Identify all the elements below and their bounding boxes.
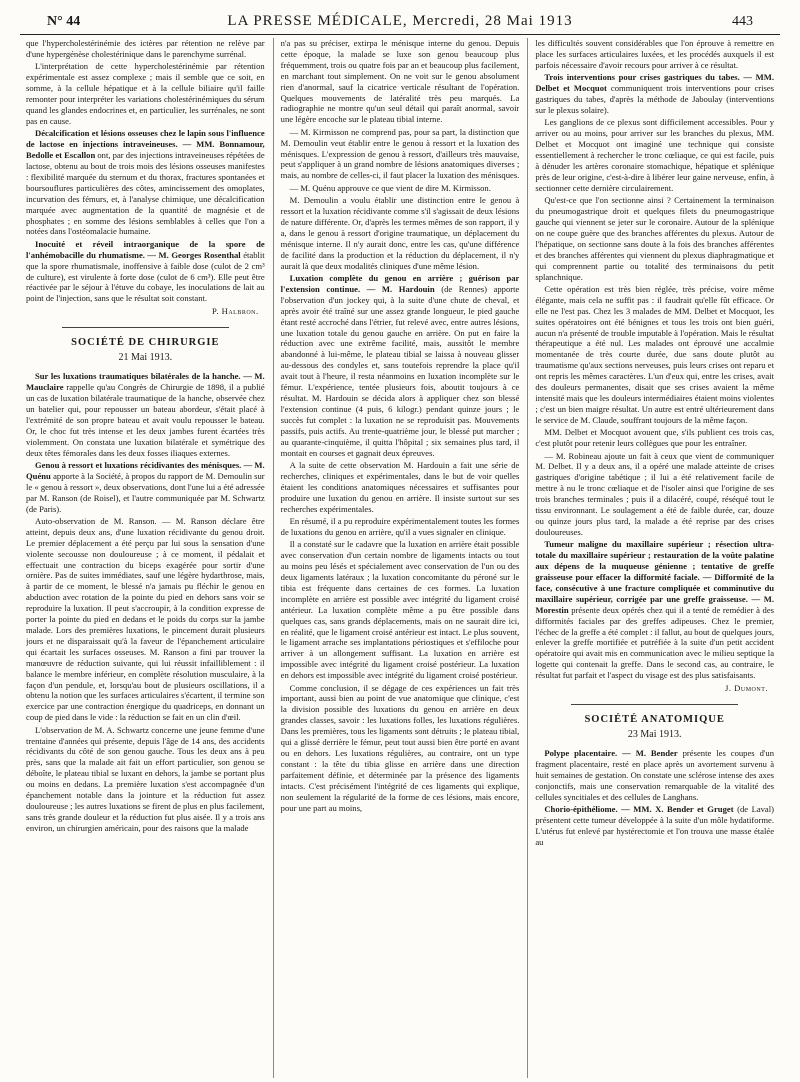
paragraph: Les ganglions de ce plexus sont difficilement accessibles. Pour y arriver ou au moins, pour arriver sur les branches du plexus, MM. Delbet et Mocquot ont imaginé une technique qui consiste essentiellement à rechercher le tronc cœliaque, ce qui est facile, puis à dénuder les artères coronaire stomachique, hépatique et splénique près de leur origine, c'est-à-dire à libérer leur gaine nerveuse, enfin, à sectionner cette dernière circulairement.	[535, 117, 775, 193]
society-date: 23 Mai 1913.	[627, 729, 682, 741]
section-heading: Luxation complète du genou en arrière ; guérison par l'extension continue. — M. Hardouin	[280, 273, 520, 294]
paragraph: n'a pas su préciser, extirpa le ménisque interne du genou. Depuis cette époque, la malade se luxe son genou beaucoup plus fréquemment, trois ou quatre fois par an et beaucoup plus facilement, en marchant tout simplement. On ne voit sur le genou absolument rien d'anormal, sauf la cicatrice verticale résultant de l'opération. Quelques mouvements de latéralité très peu marqués. La radiographie ne montre qu'un seul détail qui paraît anormal, savoir une légère encoche sur le plateau tibial interne.	[280, 38, 520, 125]
society-header	[535, 704, 774, 742]
paragraph-text: ont, par des injections intraveineuses répétées de lactose, obtenu au bout de trois mois des lésions osseuses manifestes : flexibilité marquée du sternum et du thorax, fractures spontanées et boursouflures particulières des côtes, amincissement des omoplates, incurvation des fémurs, et, à l'analyse chimique, une décalcification marquée avec augmentation de la quantité de magnésie et de phosphates ; en somme des lésions semblables à celles que l'on a notées dans l'ostéomalacie humaine.	[26, 150, 265, 237]
paragraph-text: présente les coupes d'un fragment placentaire, resté en place après un avortement survenu à huit semaines de gestation. On constate une sclérose intense des axes conjonctifs, mais une conservation remarquable de la vitalité des cellules syncitiales et des cellules de Langhans.	[535, 747, 775, 802]
paragraph: MM. Delbet et Mocquot avouent que, s'ils publient ces trois cas, c'est plutôt pour retenir leurs collègues que pour les entraîner.	[535, 427, 775, 449]
society-name: SOCIÉTÉ ANATOMIQUE	[584, 713, 725, 725]
paragraph: que l'hypercholestérinémie des ictères par rétention ne relève par d'une hypergénèse cholestérinique dans le parenchyme surrénal.	[26, 38, 265, 59]
divider	[62, 327, 229, 328]
paragraph: L'observation de M. A. Schwartz concerne une jeune femme d'une trentaine d'années qui présente, depuis l'âge de 14 ans, des accidents récidivants du côté de son genou gauche. Tous les deux ans à peu près, sans que la malade ait fait un effort particulier, son genou se déboîte, le plateau tibial se luxant en dehors, la jambe se portant plus ou moins en dedans. La première luxation s'est accompagnée d'un épanchement notable dans la jointure et la réduction fut assez douloureuse ; les autres luxations se firent de plus en plus facilement, sans très grande douleur et la réduction fut plus aisée. Il y a trois ans environ, un chirurgien américain, pour des raisons que la malade	[26, 724, 265, 833]
society-date: 21 Mai 1913.	[118, 352, 173, 364]
paragraph	[535, 539, 774, 681]
paragraph: — M. Robineau ajoute un fait à ceux que vient de communiquer M. Delbet. Il y a deux ans, il a opéré une malade atteinte de crises gastriques d'origine tabétique ; il lui a été relativement facile de mettre à nu le tronc cœliaque et de l'isoler ainsi que l'origine de ses trois branches terminales ; puis il a dilacéré, coupé, réséqué tout le tissu environnant. Le soulagement a été de faible durée, car, douze ou quinze jours plus tard, la malade a été reprise par des crises douloureuses.	[535, 450, 775, 537]
author-signature: P. Halbron.	[212, 306, 259, 317]
column-2	[273, 38, 520, 1078]
column-3	[527, 38, 774, 1078]
society-header	[26, 327, 265, 365]
paragraph-text: (de Laval) présentent cette tumeur développée à la suite d'un môle hydatiforme. L'utérus fut enlevé par hystérectomie et l'on trouva une masse étalée au	[535, 804, 775, 847]
issue-number: N° 44	[47, 14, 81, 29]
paragraph	[281, 273, 520, 458]
divider	[571, 704, 738, 705]
paragraph	[26, 128, 265, 237]
paragraph-text: établit que la spore rhumatismale, inoffensive à faible dose (culot de 2 cm³ de culture), est virulente à forte dose (culot de 6 cm³). Elle peut être réactivée par le séjour à l'étuve du cobaye, les inoculations de lait au point de l'injection, sans que le résultat soit constant.	[26, 249, 265, 304]
section-heading: Décalcification et lésions osseuses chez le lapin sous l'influence de lactose en injections intraveineuses. — MM. Bonnamour, Bedolle et Escallon	[26, 128, 265, 161]
section-heading: Sur les luxations traumatiques bilatérales de la hanche. — M. Mauclaire	[26, 371, 265, 393]
paragraph-text: communiquent trois interventions pour crises gastriques du tabes, d'après la méthode de Jaboulay (interventions sur le plexus solaire).	[535, 83, 775, 115]
paragraph	[535, 72, 774, 116]
section-heading: Inocuité et réveil intraorganique de la spore de l'anhémobacille du rhumatisme. — M. Georges Rosenthal	[26, 238, 265, 260]
section-heading: Chorio-épithéliome. — MM. X. Bender et Gruget	[544, 804, 734, 815]
page-number: 443	[732, 14, 753, 29]
paragraph: — M. Kirmisson ne comprend pas, pour sa part, la distinction que M. Demoulin veut établir entre le genou à ressort et la luxation des ménisques. L'expression de genou à ressort, d'ailleurs très mauvaise, peut s'appliquer à un grand nombre de lésions anatomiques diverses ; mais, au nombre de celles-ci, il faut placer la luxation des ménisques.	[280, 126, 520, 181]
section-heading: Polype placentaire. — M. Bender	[544, 747, 678, 758]
paragraph: Qu'est-ce que l'on sectionne ainsi ? Certainement la terminaison du pneumogastrique droit et quelques filets du pneumogastrique gauche qui viennent se jeter sur le coronaire. Autour de la splénique on ne coupe guère que des branches afférentes du plexus. Autour de l'hépatique, on sectionne sans doute à la fois des branches afférentes et des branches afférentes qui viennent du plexus diaphragmatique et qui comprennent partie ou totalité des terminaisons du petit splanchnique.	[535, 195, 775, 282]
paragraph: L'interprétation de cette hypercholestérinémie par rétention expérimentale est assez complexe ; mais il semble que ce soit, en somme, à la cellule hépatique et à la cellule biliaire qu'il faille remonter pour interpréter les variations cholestérinémiques du sérum quand les glandes endocrines et, en particulier, les surrénales, ne sont pas en cause.	[26, 61, 265, 126]
paragraph: les difficultés souvent considérables que l'on éprouve à remettre en place les surfaces articulaires luxées, et les procédés auxquels il est parfois nécessaire d'avoir recours pour arriver à ce résultat.	[535, 38, 775, 70]
paragraph	[535, 804, 774, 848]
journal-title: LA PRESSE MÉDICALE, Mercredi, 28 Mai 1913	[227, 13, 573, 29]
paragraph: — M. Quénu approuve ce que vient de dire M. Kirmisson.	[289, 182, 491, 193]
paragraph-text: apporte à la Société, à propos du rapport de M. Demoulin sur le « genou à ressort », deux observations, dont l'une lui a été adressée par M. Ranson (de Roisel), et l'autre communiquée par M. Schwartz (de Paris).	[26, 470, 265, 514]
paragraph-text: présente deux opérés chez qui il a tenté de remédier à des difformités faciales par des greffes adipeuses. Chez le premier, l'échec de la greffe a été complet : il fallut, au bout de quelques jours, enlever la greffe mortifiée et putréfiée à la suite d'un petit accident opératoire qui avait mis en communication avec le milieu septique la logette qui contenait la greffe. Dans le second cas, au contraire, le résultat fut parfait et l'aspect du visage est des plus satisfaisants.	[535, 604, 775, 681]
paragraph	[535, 748, 774, 803]
paragraph: Comme conclusion, il se dégage de ces expériences un fait très important, aussi bien au point de vue anatomique que clinique, c'est la division possible des luxations du genou en arrière en deux grandes classes, savoir : les luxations folles, les luxations régulières. Dans les premières, tous les ligaments sont détruits ; le plateau tibial, qui a glissé derrière le fémur, peut tout aussi bien être porté en avant ou en dehors. Les luxations régulières, au contraire, ont un type constant : la tête du tibia glisse en arrière dans une direction parfaitement définie, et déterminée par la présence des ligaments intacts. C'est précisément l'intégrité de ces ligaments qui explique, non seulement la régularité de la forme de ces lésions, mais encore, pour une part au moins,	[280, 682, 520, 813]
paragraph-text: rappelle qu'au Congrès de Chirurgie de 1898, il a publié un cas de luxation bilatérale traumatique de la hanche, observée chez un batelier qui, pour repousser un bateau abordeur, s'était placé à l'extrémité de son propre bateau et avait voulu repousser le bateau. Or, le choc fut très intense et les deux jambes furent écartées très violemment. On constata une luxation bilatérale et symétrique des deux têtes fémorales dans les deux fosses iliaques externes.	[26, 382, 265, 458]
paragraph: Cette opération est très bien réglée, très précise, voire même élégante, mais cela ne suffit pas : il faudrait qu'elle fût efficace. Or elle ne l'est pas. Chez les 3 malades de MM. Delbet et Mocquot, les suites opératoires ont été bénignes et tous les trois ont bien guéri, aucun n'a présenté de trouble imputable à l'opération. Mais le résultat thérapeutique a été nul. Les malades ont éprouvé une accalmie momentanée de très courte durée, due sans doute plutôt au traumatisme qu'aux sections nerveuses, puis leurs crises ont reparu et ont repris les mêmes caractères. L'un d'eux qui, entre les crises, avait des douleurs permanentes, disait que ses crises avaient la même intensité mais que les douleurs intermédiaires étaient moins violentes ; c'est un bien maigre résultat. Un autre est entré ultérieurement dans le service de M. Claude, souffrant toujours de la même façon.	[535, 283, 775, 425]
author-signature: J. Dumont.	[725, 683, 769, 694]
paragraph-text: (de Rennes) apporte l'observation d'un jockey qui, à la suite d'une chute de cheval, et après avoir été traîné sur une assez grande longueur, le pied gauche étant resté accroché dans l'étrier, fut relevé avec, entre autres lésions, une luxation totale du genou gauche en arrière. On put en faire la réduction avec une extrême facilité, mais, aussitôt le membre abandonné à lui-même, le plateau tibial se laissa à nouveau glisser au-dessous des condyles et, sans toutefois reprendre la place qu'il avait tout à l'heure, il resta néanmoins en luxation incomplète sur le fémur. L'expérience, tentée plusieurs fois, aboutit toujours à ce résultat. M. Hardouin se décida alors à appliquer chez son blessé l'extension continue (4 puis, 6 kilogr.) pendant quinze jours ; le succès fut complet : la luxation ne se reproduisit pas. Mouvements passifs, puis actifs. Au trente-quatrième jour, le blessé put marcher ; au quarante-cinquième, il quitta l'hôpital ; six semaines plus tard, il montait en courses et gagnait deux épreuves.	[280, 283, 520, 458]
paragraph: M. Demoulin a voulu établir une distinction entre le genou à ressort et la luxation récidivante comme s'il s'agissait de deux lésions de nature différente. Or, d'après les termes mêmes de son rapport, il y a, dans le genou à ressort d'origine traumatique, un déplacement du ménisque interne. Il n'y aurait donc, entre les cas, qu'une différence de facilité dans la production et la réduction du déplacement, il n'y aurait là que deux modalités cliniques d'une même lésion.	[280, 195, 520, 271]
paragraph: En résumé, il a pu reproduire expérimentalement toutes les formes de luxations du genou en arrière, qu'il a vues signaler en clinique.	[280, 515, 520, 537]
paragraph: A la suite de cette observation M. Hardouin a fait une série de recherches, cliniques et expérimentales, dans le but de voir quelles étaient les conditions anatomiques nécessaires et suffisantes pour produire une luxation du genou en arrière. Il insiste surtout sur ses recherches expérimentales.	[280, 459, 520, 514]
section-heading: Tumeur maligne du maxillaire supérieur ; résection ultra-totale du maxillaire supérieur ; restauration de la voûte palatine aux dépens de la muqueuse génienne ; tentative de greffe graisseuse pour effacer la difformité faciale. — Difformité de la face, consécutive à une fracture compliquée et comminutive du maxillaire supérieur, corrigée par une greffe graisseuse. — M. Morestin	[535, 539, 775, 615]
section-heading: Trois interventions pour crises gastriques du tabes. — MM. Delbet et Mocquot	[535, 72, 775, 94]
column-1	[26, 38, 265, 1078]
society-name: SOCIÉTÉ DE CHIRURGIE	[71, 337, 220, 349]
paragraph	[26, 371, 265, 458]
paragraph	[26, 239, 265, 304]
page-header	[20, 0, 780, 35]
article-columns	[20, 35, 780, 1078]
paragraph: Il a constaté sur le cadavre que la luxation en arrière était possible avec conservation d'un certain nombre de ligaments intacts ou tout au moins peu lésés et spécialement avec conservation de l'un ou des deux ligaments latéraux ; la luxation concomitante du péroné sur le tibia est fréquente dans certaines de ces formes. La luxation incomplète en arrière est possible avec intégrité du ligament croisé antérieur. La luxation complète même a pu être possible dans quelques cas, sans grands déplacements, mais on ne saurait dire ici, en réalité, que le ligament croisé antérieur est intact. Le plus souvent, le ligament arrache ses implantations périostiques et s'effiloche pour arriver à un allongement suffisant. La luxation en arrière est impossible avec intégrité du ligament croisé postérieur. La luxation en dehors est impossible avec intégrité du ligament croisé postérieur.	[280, 539, 520, 681]
paragraph: Auto-observation de M. Ranson. — M. Ranson déclare être atteint, depuis deux ans, d'une luxation récidivante du genou droit. Le premier déplacement a été perçu par lui sous la sensation d'une violente secousse non douloureuse ; à ce moment, il pédalait et effectuait une contraction du biceps exagérée pour sortir d'une ornière. Pas de suites immédiates, sauf une légère hydarthrose, mais, à partir de ce moment, le blessé n'a jamais pu fléchir le genou en abduction avec rotation de la pointe du pied en dehors sans voir se reproduire la luxation. Il peut s'accroupir, à la condition expresse de porter la pointe du pied en dedans et le poids du corps sur la jambe malade. Lors des premières luxations, le pincement durait plusieurs jours et ne disparaissait qu'à la faveur de l'épanchement articulaire qui écartait les surfaces osseuses. M. Ranson a fini par trouver la manœuvre de réduction suivante, qui lui réussit infailliblement : il balance le membre inférieur, en complète résolution musculaire, à la façon d'un pendule, et, lorsqu'au bout de plusieurs oscillations, il a obtenu la notion que les surfaces articulaires s'écartent, il termine son exercice par une contraction énergique du quadriceps, en donnant un coup de pied dans le vide : la réduction se fait en un clin d'œil.	[26, 515, 265, 723]
section-heading: Genou à ressort et luxations récidivantes des ménisques. — M. Quénu	[26, 459, 265, 481]
paragraph	[26, 460, 265, 515]
